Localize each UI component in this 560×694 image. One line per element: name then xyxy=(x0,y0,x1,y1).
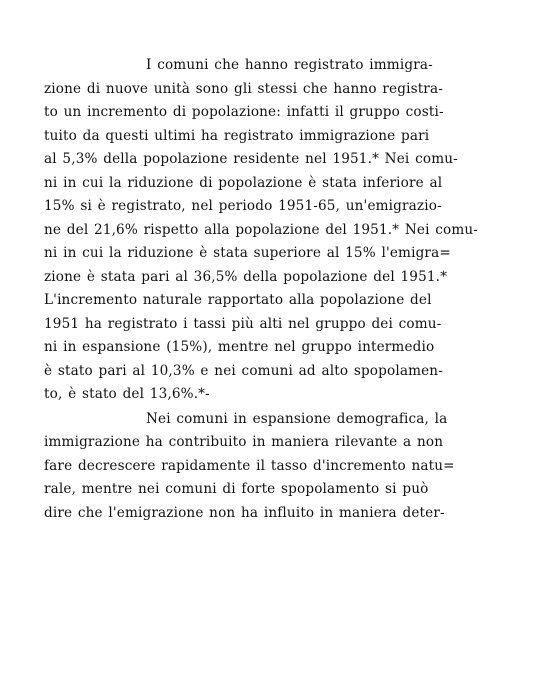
paragraph-1-line-8: ne del 21,6% rispetto alla popolazione del 1951.* Nei comu- xyxy=(44,221,479,238)
paragraph-1-line-5: al 5,3% della popolazione residente nel 1951.* Nei comu- xyxy=(44,151,458,167)
paragraph-1-line-3: to un incremento di popolazione: infatti il gruppo costi- xyxy=(44,104,444,120)
paragraph-1-line-14: è stato pari al 10,3% e nei comuni ad alto spopolamen- xyxy=(44,362,443,379)
paragraph-1-line-12: 1951 ha registrato i tassi più alti nel gruppo dei comu- xyxy=(44,315,442,332)
paragraph-1-line-10: zione è stata pari al 36,5% della popolazione del 1951.* xyxy=(44,268,448,285)
paragraph-1-line-6: ni in cui la riduzione di popolazione è stata inferiore al xyxy=(44,174,443,191)
paragraph-1-line-15: to, è stato del 13,6%.*- xyxy=(44,386,210,402)
body-text xyxy=(44,54,514,525)
paragraph-1-line-13: ni in espansione (15%), mentre nel gruppo intermedio xyxy=(44,339,435,355)
paragraph-1-line-1: I comuni che hanno registrato immigra- xyxy=(146,57,433,73)
paragraph-2-line-4: rale, mentre nei comuni di forte spopolamento si può xyxy=(44,481,429,497)
paragraph-1-line-7: 15% si è registrato, nel periodo 1951-65, un'emigrazio- xyxy=(44,198,442,214)
paragraph-2-line-3: fare decrescere rapidamente il tasso d'incremento natu= xyxy=(44,457,455,474)
paragraph-1-line-9: ni in cui la riduzione è stata superiore al 15% l'emigra= xyxy=(44,245,451,261)
paragraph-2-line-5: dire che l'emigrazione non ha influito in maniera deter- xyxy=(44,504,445,521)
paragraph-2-line-1: Nei comuni in espansione demografica, la xyxy=(146,410,448,427)
paragraph-2-line-2: immigrazione ha contribuito in maniera rilevante a non xyxy=(44,434,444,450)
paragraph-1-line-11: L'incremento naturale rapportato alla popolazione del xyxy=(44,292,432,308)
paragraph-1-line-2: zione di nuove unità sono gli stessi che hanno registra- xyxy=(44,80,443,97)
paragraph-1-line-4: tuito da questi ultimi ha registrato immigrazione pari xyxy=(44,127,430,144)
